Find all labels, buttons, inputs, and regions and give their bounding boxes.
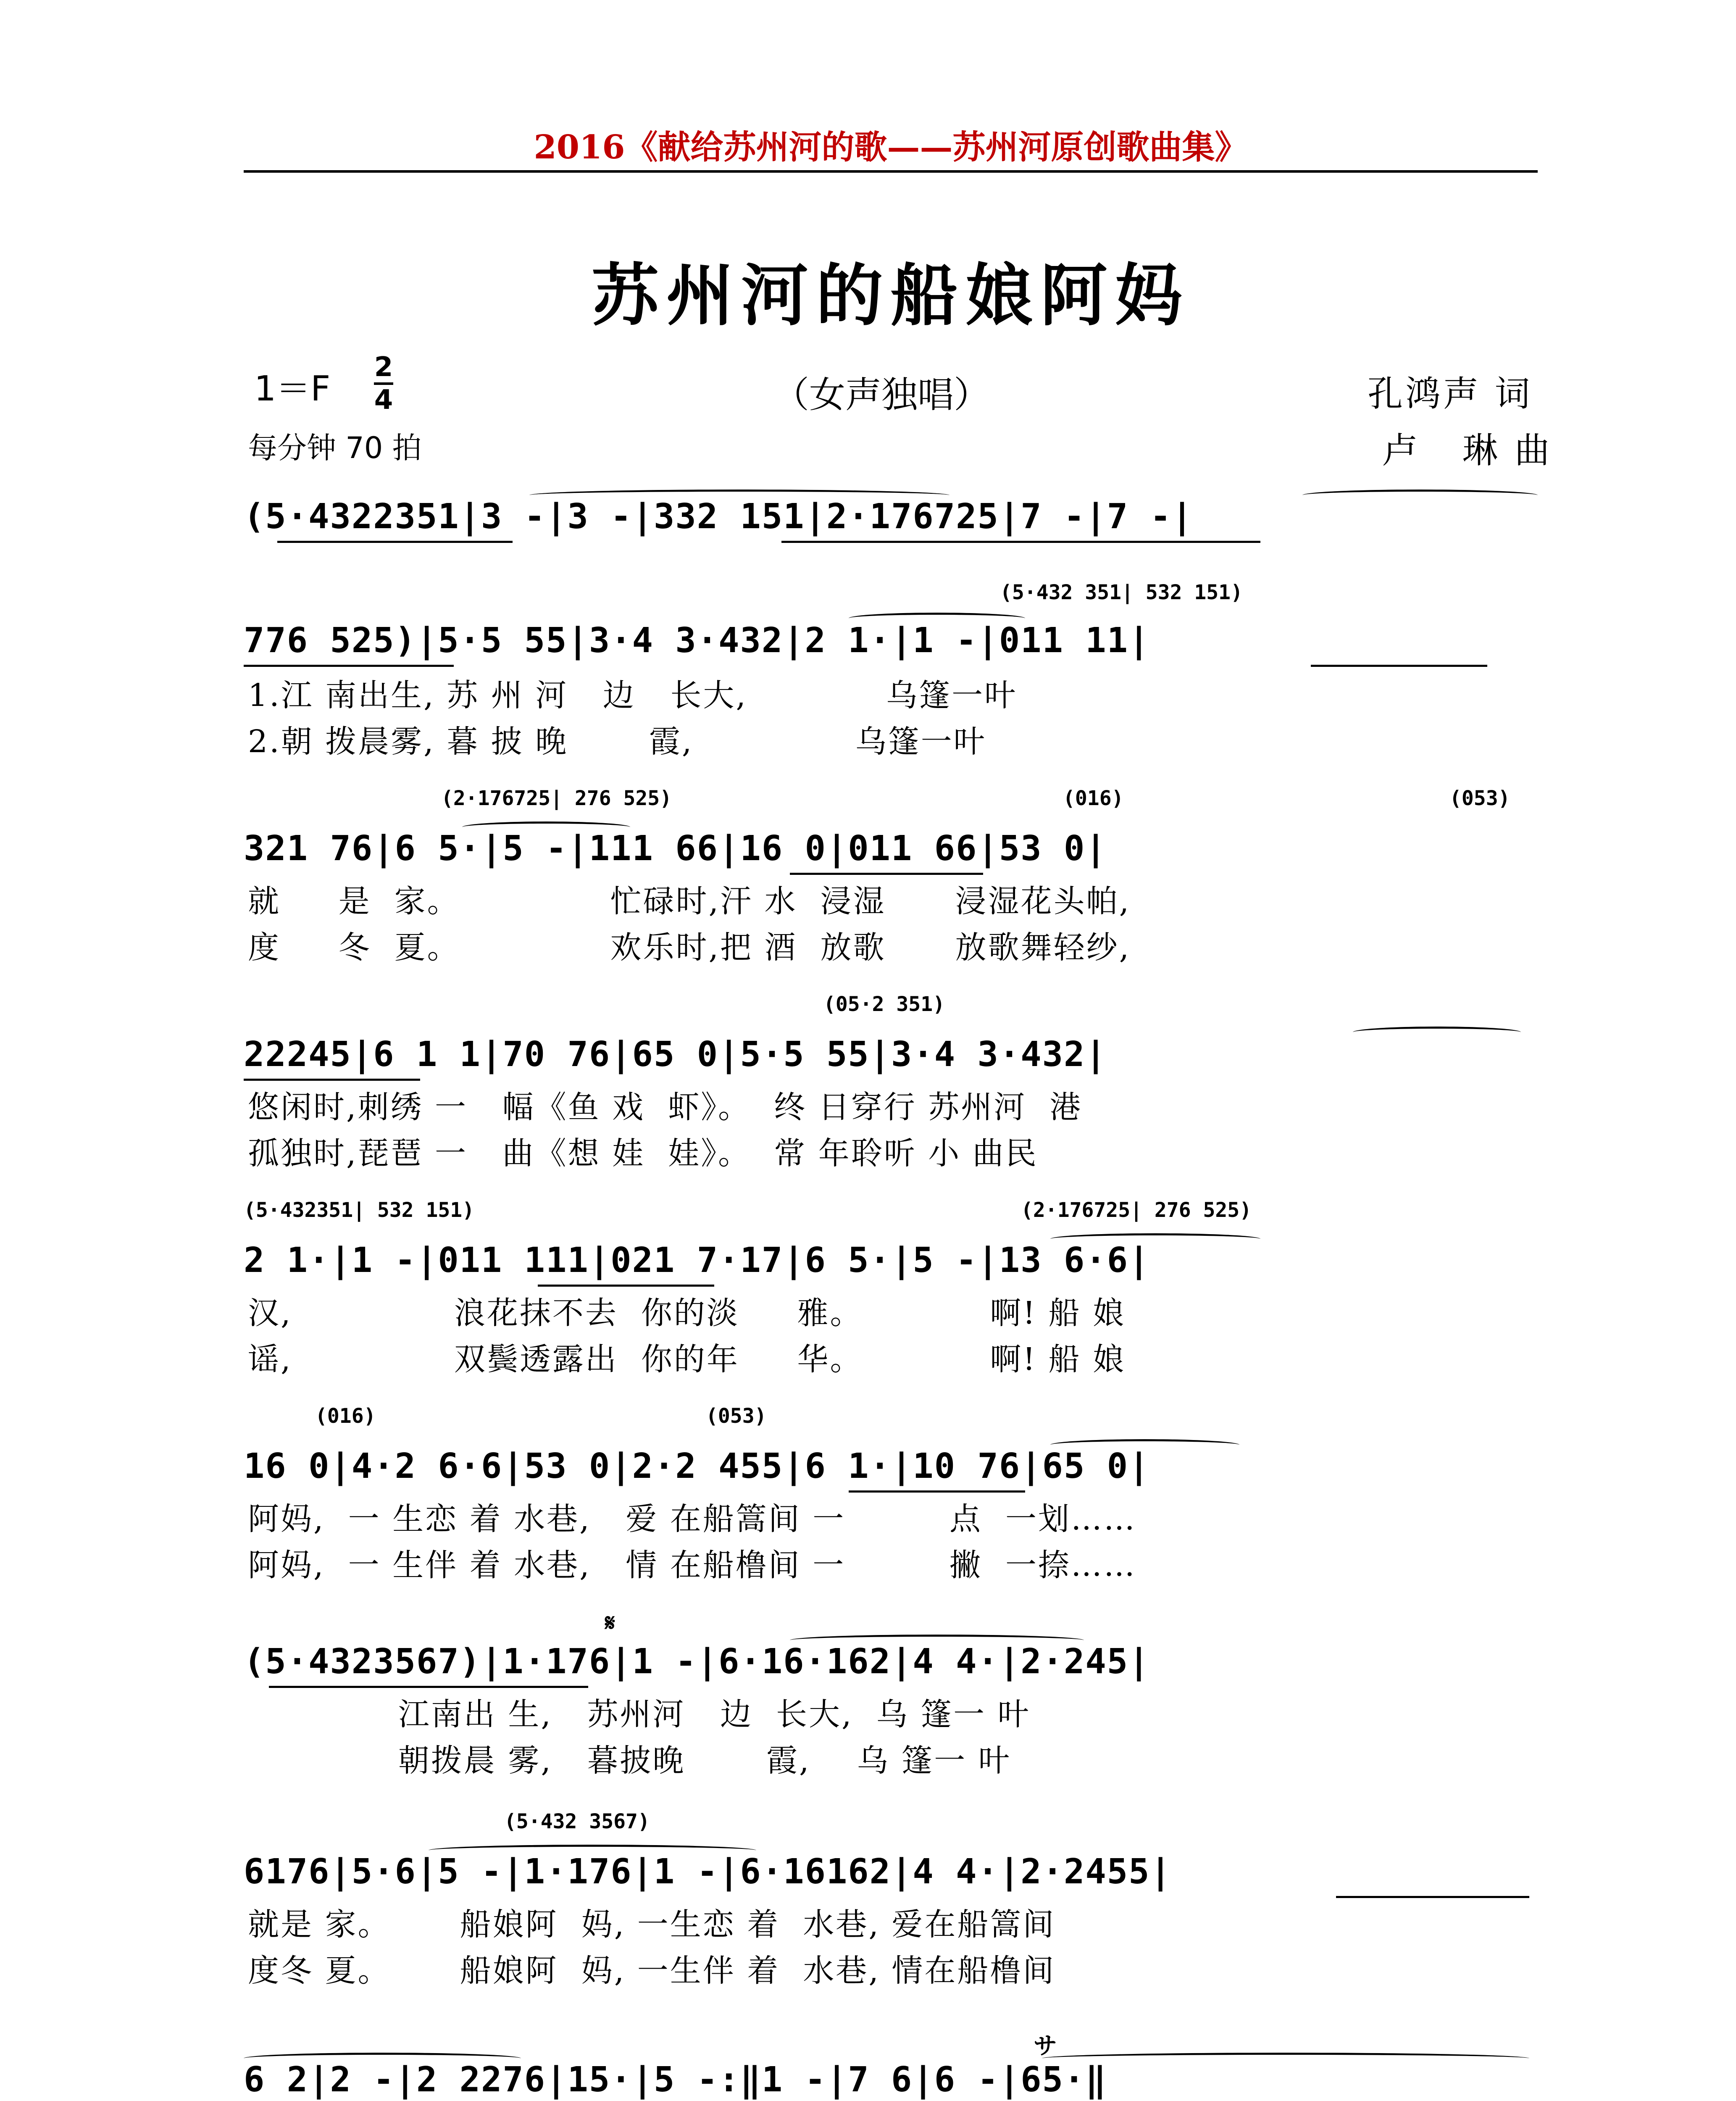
tie-slur [1050, 1233, 1260, 1245]
notation-line: 22245|6 1 1|70 76|65 0|5·5 55|3·4 3·432| [244, 1035, 1107, 1074]
instrumental-cue: (5·432 351| 532 151) [1000, 581, 1243, 604]
instrumental-cue: (2·176725| 276 525) [1021, 1198, 1252, 1222]
lyric-verse-2: 朝拨晨 雾, 暮披晚 霞, 乌 篷一 叶 [248, 1743, 1011, 1779]
underline-beam [1336, 1896, 1529, 1898]
notation-line: 6176|5·6|5 -|1·176|1 -|6·16162|4 4·|2·2455| [244, 1852, 1172, 1892]
notation-line: 6 2|2 -|2 2276|15·|5 -:‖1 -|7 6|6 -|65·‖ [244, 2060, 1107, 2100]
composer-credit: 卢 琳曲 [1382, 430, 1567, 471]
lyric-verse-2: 阿妈, 一 生伴 着 水巷, 情 在船橹间 一 撇 一捺…… [248, 1547, 1137, 1583]
underline-beam [269, 1686, 588, 1688]
tempo-marking: 每分钟 70 拍 [248, 431, 422, 465]
lyric-verse-2: 孤独时,琵琶 一 曲《想 娃 娃》。 常 年聆听 小 曲民 [248, 1135, 1038, 1172]
tie-slur [244, 2053, 521, 2064]
notation-line: 321 76|6 5·|5 -|111 66|16 0|011 66|53 0| [244, 829, 1107, 869]
fermata-sign: サ [1034, 2033, 1057, 2060]
underline-beam [244, 665, 454, 667]
underline-beam [790, 873, 983, 875]
instrumental-cue: (5·432 3567) [504, 1810, 650, 1833]
lyric-verse-1: 1.江 南出生, 苏 州 河 边 长大, 乌篷一叶 [248, 677, 1018, 713]
tie-slur [1050, 1439, 1239, 1451]
tie-slur [462, 821, 630, 833]
collection-header: 2016《献给苏州河的歌——苏州河原创歌曲集》 [534, 128, 1248, 166]
time-signature [374, 352, 393, 416]
tie-slur [849, 613, 1025, 624]
underline-beam [538, 1285, 714, 1287]
instrumental-cue: (053) [706, 1404, 767, 1428]
time-sig-top: 2 [374, 352, 393, 383]
lyric-verse-2: 度冬 夏。 船娘阿 妈, 一生伴 着 水巷, 情在船橹间 [248, 1953, 1056, 1989]
underline-beam [244, 1079, 420, 1081]
instrumental-cue: (053) [1449, 787, 1510, 810]
underline-beam [1311, 665, 1487, 667]
underline-beam [277, 541, 513, 543]
tie-slur [1302, 490, 1538, 501]
lyric-verse-1: 汉, 浪花抹不去 你的淡 雅。 啊! 船 娘 [248, 1295, 1126, 1331]
tie-slur [1353, 1027, 1521, 1038]
notation-line: 16 0|4·2 6·6|53 0|2·2 455|6 1·|10 76|65 0| [244, 1446, 1150, 1486]
tie-slur [790, 1635, 1084, 1646]
lyric-verse-2: 2.朝 拨晨雾, 暮 披 晚 霞, 乌篷一叶 [248, 724, 986, 760]
instrumental-cue: (016) [315, 1404, 376, 1428]
tie-slur [429, 1845, 756, 1856]
lyric-verse-1: 就 是 家。 忙碌时,汗 水 浸湿 浸湿花头帕, [248, 883, 1131, 919]
underline-beam [781, 541, 1260, 543]
lyric-verse-1: 江南出 生, 苏州河 边 长大, 乌 篷一 叶 [248, 1696, 1031, 1732]
notation-line: (5·4322351|3 -|3 -|332 151|2·176725|7 -|7 -| [244, 497, 1194, 537]
notation-line: 2 1·|1 -|011 111|021 7·17|6 5·|5 -|13 6·6| [244, 1240, 1150, 1280]
instrumental-cue: (2·176725| 276 525) [441, 787, 672, 810]
lyric-verse-1: 悠闲时,刺绣 一 幅《鱼 戏 虾》。 终 日穿行 苏州河 港 [248, 1089, 1083, 1125]
tie-slur [1042, 2053, 1529, 2064]
tie-slur [529, 490, 950, 501]
instrumental-cue: (05·2 351) [823, 993, 945, 1016]
instrumental-cue: (5·432351| 532 151) [244, 1198, 475, 1222]
underline-beam [849, 1490, 1025, 1493]
header-divider [244, 170, 1538, 173]
segno-mark: 𝄋 [605, 1609, 615, 1637]
key-signature: 1＝F [254, 369, 331, 409]
lyric-verse-1: 就是 家。 船娘阿 妈, 一生恋 着 水巷, 爱在船篙间 [248, 1906, 1056, 1943]
notation-line: (5·4323567)|1·176|1 -|6·16·162|4 4·|2·245| [244, 1642, 1150, 1682]
lyric-verse-2: 谣, 双鬓透露出 你的年 华。 啊! 船 娘 [248, 1341, 1126, 1377]
lyric-verse-2: 度 冬 夏。 欢乐时,把 酒 放歌 放歌舞轻纱, [248, 929, 1131, 966]
lyric-verse-1: 阿妈, 一 生恋 着 水巷, 爱 在船篙间 一 点 一划…… [248, 1501, 1137, 1537]
lyricist-credit: 孔鸿声 词 [1368, 373, 1533, 414]
time-sig-bottom: 4 [374, 384, 393, 416]
performance-subtitle: （女声独唱） [773, 374, 990, 416]
song-title: 苏州河的船娘阿妈 [591, 256, 1190, 335]
instrumental-cue: (016) [1063, 787, 1124, 810]
notation-line: 776 525)|5·5 55|3·4 3·432|2 1·|1 -|011 11| [244, 621, 1150, 661]
